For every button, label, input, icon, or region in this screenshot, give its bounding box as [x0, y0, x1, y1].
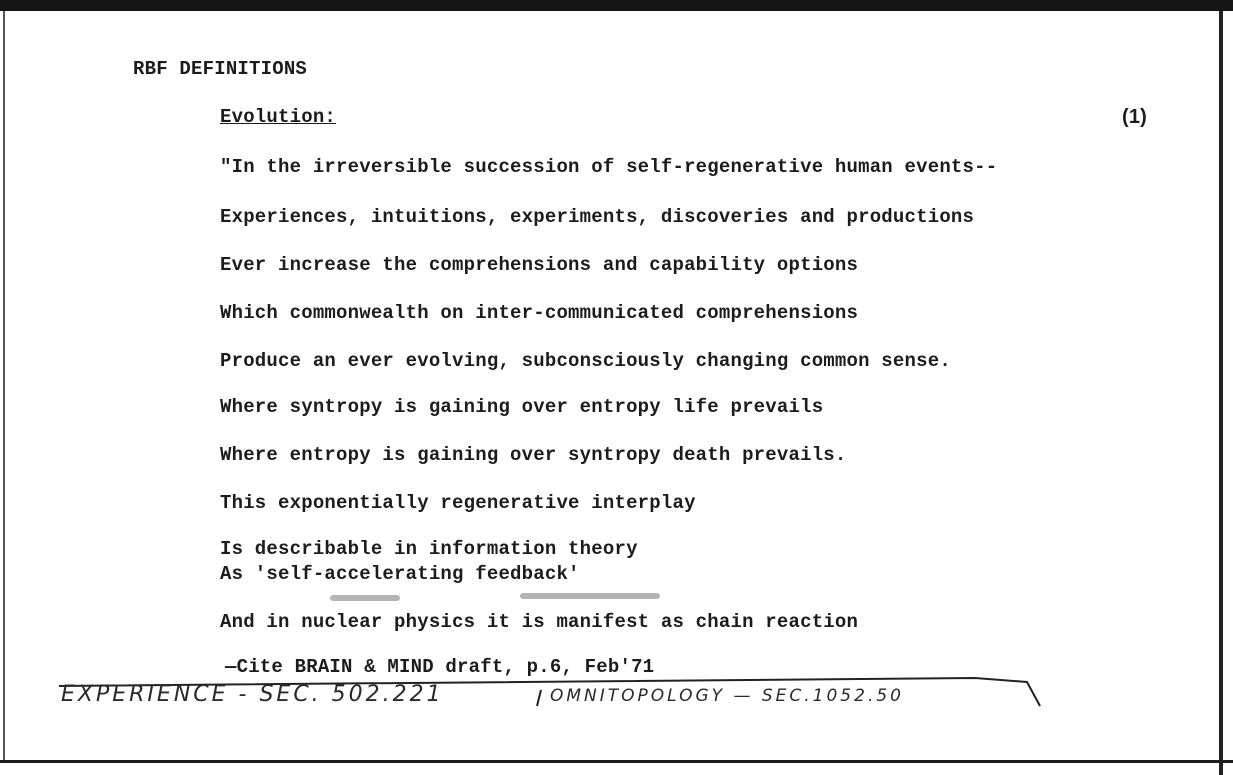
page-border-right	[1219, 11, 1223, 775]
text-line: Produce an ever evolving, subconsciously changing common sense.	[220, 350, 951, 372]
handwritten-annotation	[55, 672, 1042, 716]
document-heading: RBF DEFINITIONS	[133, 58, 308, 80]
section-title: Evolution:	[220, 106, 337, 128]
page-border-top	[0, 0, 1233, 11]
text-line: Ever increase the comprehensions and capability options	[220, 254, 859, 276]
smudge-mark	[520, 593, 660, 599]
text-line: Which commonwealth on inter-communicated comprehensions	[220, 302, 859, 324]
text-line: As 'self-accelerating feedback'	[220, 563, 580, 585]
text-line: Experiences, intuitions, experiments, discoveries and productions	[220, 206, 975, 228]
text-line: And in nuclear physics it is manifest as chain reaction	[220, 611, 859, 633]
text-line: This exponentially regenerative interplay	[220, 492, 696, 514]
handwritten-right-note: OMNITOPOLOGY — SEC.1052.50	[550, 686, 904, 706]
page-border-bottom	[0, 760, 1233, 763]
page-number: (1)	[1122, 106, 1148, 128]
handwritten-left-note: EXPERIENCE - SEC. 502.221	[61, 682, 444, 707]
text-line: Where entropy is gaining over syntropy death prevails.	[220, 444, 847, 466]
page-border-left	[3, 11, 5, 761]
citation: —Cite BRAIN & MIND draft, p.6, Feb'71	[225, 656, 655, 678]
text-line: Is describable in information theory	[220, 538, 638, 560]
text-line: "In the irreversible succession of self-regenerative human events--	[220, 156, 998, 178]
smudge-mark	[330, 595, 400, 601]
text-line: Where syntropy is gaining over entropy life prevails	[220, 396, 824, 418]
